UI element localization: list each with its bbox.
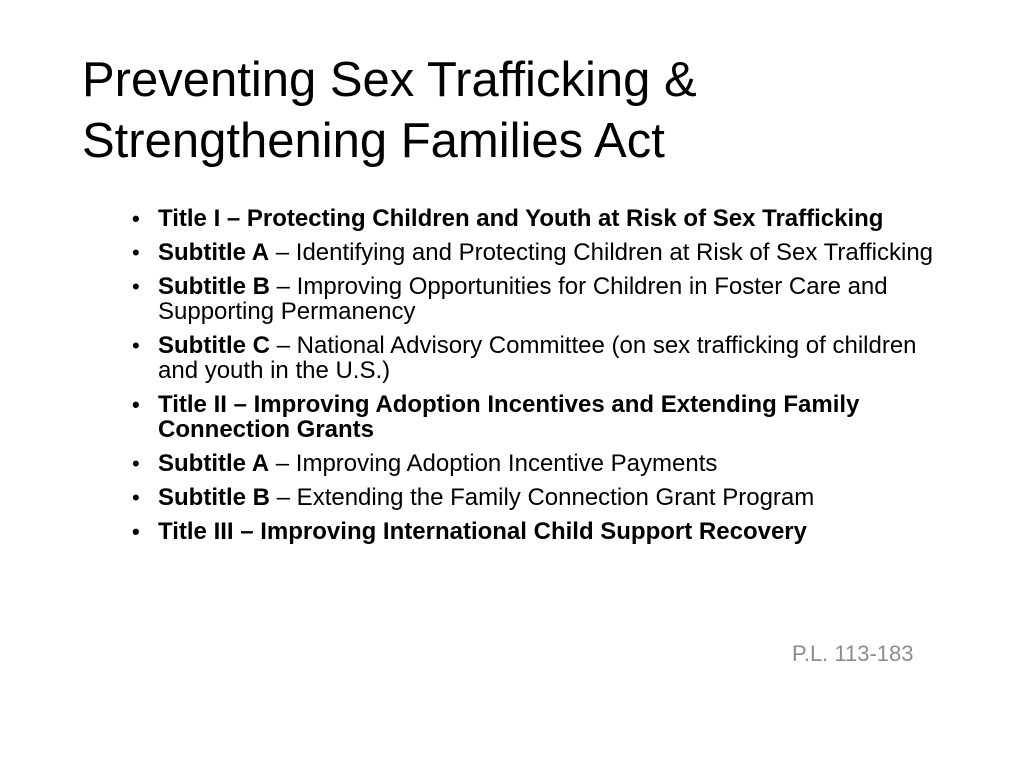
bullet-icon: •	[132, 240, 140, 265]
slide-title	[82, 50, 942, 172]
item-text: – Improving Adoption Incentive Payments	[269, 450, 718, 477]
bullet-icon: •	[132, 274, 140, 299]
item-text: – Identifying and Protecting Children at Risk of Sex Trafficking	[269, 239, 934, 266]
list-item-subtitle-2a	[132, 451, 952, 476]
bullet-icon: •	[132, 485, 140, 510]
item-text: – Improving Opportunities for Children in Foster Care and Supporting Permanency	[158, 273, 888, 325]
list-item-subtitle-1c	[132, 333, 952, 383]
list-item-title-2	[132, 392, 952, 442]
list-item-title-3	[132, 519, 952, 544]
list-item-subtitle-1a	[132, 240, 952, 265]
item-lead: Title III – Improving International Child Support Recovery	[158, 518, 807, 545]
bullet-icon: •	[132, 519, 140, 544]
item-lead: Subtitle A	[158, 450, 270, 477]
item-lead: Subtitle A	[158, 239, 270, 266]
bullet-icon: •	[132, 333, 140, 358]
item-lead: Subtitle B	[158, 273, 270, 300]
list-item-title-1	[132, 206, 952, 231]
bullet-icon: •	[132, 206, 140, 231]
item-text: – National Advisory Committee (on sex trafficking of children and youth in the U.S.)	[158, 332, 917, 384]
list-item-subtitle-1b	[132, 274, 952, 324]
item-lead: Title II – Improving Adoption Incentives and Extending Family Connection Grants	[158, 391, 860, 443]
slide-title-line-2: Strengthening Families Act	[82, 114, 665, 168]
bullet-list	[132, 206, 952, 553]
bullet-icon: •	[132, 392, 140, 417]
item-lead: Subtitle C	[158, 332, 270, 359]
item-lead: Subtitle B	[158, 484, 270, 511]
public-law-citation: P.L. 113-183	[792, 641, 914, 666]
item-lead: Title I – Protecting Children and Youth at Risk of Sex Trafficking	[158, 205, 884, 232]
bullet-icon: •	[132, 451, 140, 476]
item-text: – Extending the Family Connection Grant Program	[270, 484, 815, 511]
slide-title-line-1: Preventing Sex Trafficking &	[82, 53, 697, 107]
list-item-subtitle-2b	[132, 485, 952, 510]
